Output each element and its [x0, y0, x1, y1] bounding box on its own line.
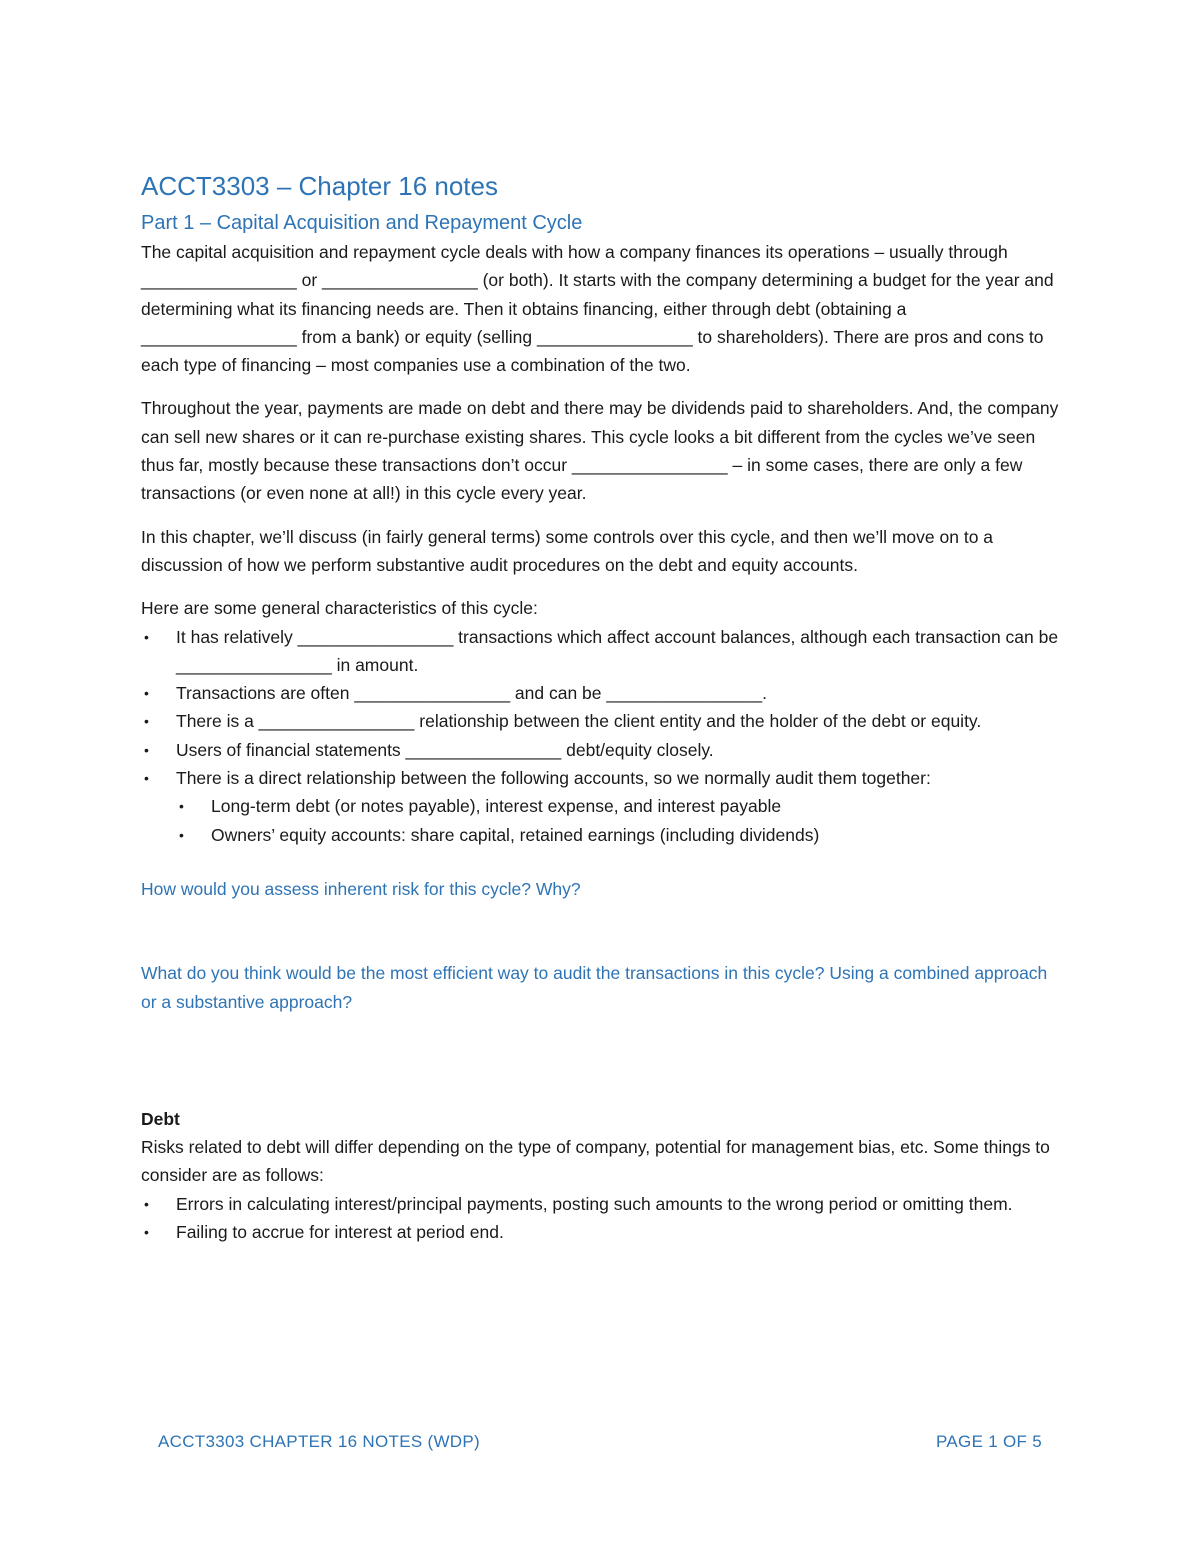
sub-list	[141, 792, 1066, 849]
list-item: • Errors in calculating interest/principal payments, posting such amounts to the wrong period or omitting them.	[141, 1190, 1066, 1218]
list-item: • Transactions are often ________________ and can be ________________.	[141, 679, 1066, 707]
debt-heading: Debt	[141, 1108, 180, 1129]
part1-heading: Part 1 – Capital Acquisition and Repayment Cycle	[141, 212, 583, 234]
footer-page-number: PAGE 1 OF 5	[936, 1432, 1042, 1451]
intro-paragraph: The capital acquisition and repayment cycle deals with how a company finances its operations – usually through ________________ or ________________ (or both). It starts with the company determining a budget for the year and determining what its financing needs are. Then it obtains financing, either through debt (obtaining a ________________ from a bank) or equity (selling ________________ to shareholders). There are pros and cons to each type of financing – most companies use a combination of the two.	[141, 242, 1054, 376]
question-inherent-risk: How would you assess inherent risk for this cycle? Why?	[141, 878, 581, 899]
list-item-text: There is a direct relationship between the following accounts, so we normally audit them together:	[176, 768, 931, 789]
list-item	[141, 764, 1066, 849]
list-item: • It has relatively ________________ transactions which affect account balances, although each transaction can be ________________ in amount.	[141, 623, 1066, 680]
cycle-paragraph: Throughout the year, payments are made on debt and there may be dividends paid to shareholders. And, the company can sell new shares or it can re-purchase existing shares. This cycle looks a bit different from the cycles we’ve seen thus far, mostly because these transactions don’t occur ________________ – in some cases, there are only a few transactions (or even none at all!) in this cycle every year.	[141, 398, 1059, 504]
debt-paragraph: Risks related to debt will differ depending on the type of company, potential for management bias, etc. Some things to consider are as follows:	[141, 1136, 1050, 1186]
footer-document-label: ACCT3303 CHAPTER 16 NOTES (WDP)	[158, 1432, 480, 1451]
sub-list-item: • Owners’ equity accounts: share capital, retained earnings (including dividends)	[176, 821, 1066, 849]
list-item: • There is a ________________ relationship between the client entity and the holder of the debt or equity.	[141, 707, 1066, 735]
characteristics-intro: Here are some general characteristics of this cycle:	[141, 598, 538, 619]
debt-risks-list	[141, 1190, 1066, 1247]
chapter-overview-paragraph: In this chapter, we’ll discuss (in fairly general terms) some controls over this cycle, and then we’ll move on to a discussion of how we perform substantive audit procedures on the debt and equity accounts.	[141, 526, 994, 575]
document-title: ACCT3303 – Chapter 16 notes	[141, 171, 498, 201]
page-body	[141, 168, 1066, 1261]
question-audit-approach: What do you think would be the most efficient way to audit the transactions in this cycle? Using a combined approach or a substantive approach?	[141, 962, 1048, 1012]
sub-list-item: • Long-term debt (or notes payable), interest expense, and interest payable	[176, 792, 1066, 820]
list-item: • Users of financial statements ________________ debt/equity closely.	[141, 736, 1066, 764]
list-item: • Failing to accrue for interest at period end.	[141, 1218, 1066, 1246]
characteristics-list	[141, 623, 1066, 849]
